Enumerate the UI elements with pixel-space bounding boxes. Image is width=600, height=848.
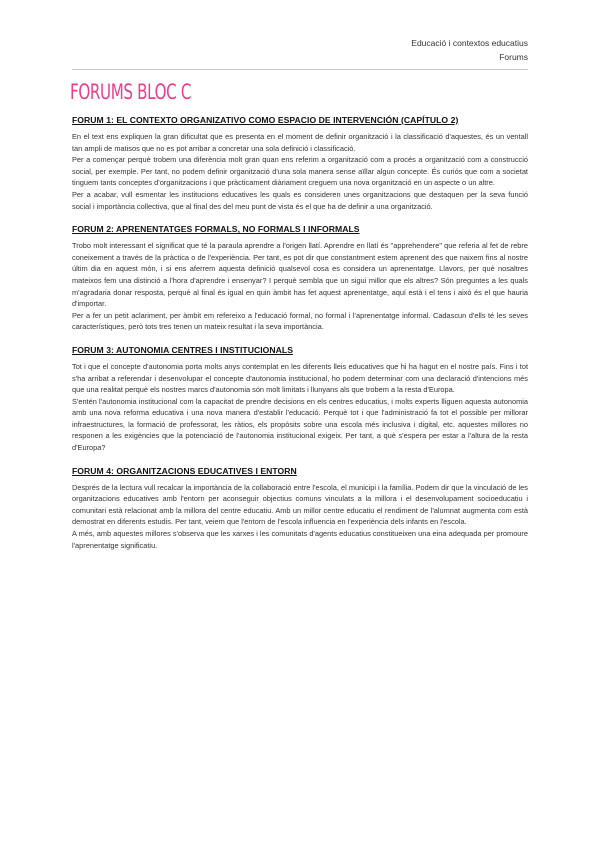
header-section: Forums [499, 52, 528, 62]
paragraph: Després de la lectura vull recalcar la importància de la collaboració entre l'escola, el municipi i la família. Podem dir que la vinculació de les organitzacions educatives amb l'entorn per aconseguir objectius comuns vinculats a la millora i el desenvolupament socioeducatiu i comunitari està relacionat amb la millora del centre educatiu. Amb un millor centre educatiu el rendiment de l'alumnat augmenta com està demostrat en diferents estudis. Per tant, veiem que l'entorn de l'escola influencia en l'experiència dels infants en l'escola. [72, 482, 528, 527]
forum-section-4 [72, 466, 528, 552]
paragraph: Per a acabar, vull esmentar les institucions educatives les quals es consideren unes organitzacions que destaquen per la seva funció social i importància collectiva, que al final des del meu punt de vista és el que ha de definir a una organització. [72, 189, 528, 211]
paragraph: Per a començar perquè trobem una diferència molt gran quan ens referim a organització com a procés a organització com a construcció social, per exemple. Per tant, no podem definir organització d'una sola manera sense aïllar algun concepte. És curiós que com a societat tinguem tants conceptes d'organitzacions i que pràcticament diàriament creguem una nova organització en un aspecte o un altre. [72, 155, 528, 188]
page-header [411, 36, 528, 64]
forum-section-2 [72, 224, 528, 333]
paragraph: A més, amb aquestes millores s'observa que les xarxes i les comunitats d'agents educatius constitueixen una eina adequada per promoure l'aprenentatge significatiu. [72, 529, 528, 550]
paragraph: Trobo molt interessant el significat que té la paraula aprendre a l'origen llatí. Aprendre en llatí és "apprehendere" que referia al fet de rebre coneixement a través de la pràctica o de l'experiència. Per tant, es pot dir que constantment estem aprenent des que naixem fins al nostre últim dia en aquest món, i si ens aferrem aquesta definició qualsevol cosa es considera un aprenentatge. Llavors, per què nosaltres mateixos fem una distinció a l'hora d'aprendre i ensenyar? I perquè sembla que un sigui millor que els altres? Són preguntes a les quals m'agradaria donar resposta, perquè al final és igual en quin àmbit has fet aquest aprenentatge, aquí està i el tens i això és el que hauria d'importar. [72, 241, 528, 309]
section-heading: FORUM 3: AUTONOMIA CENTRES I INSTITUCIONALS [72, 344, 293, 355]
section-heading: FORUM 1: EL CONTEXTO ORGANIZATIVO COMO ESPACIO DE INTERVENCIÓN (CAPÍTULO 2) [72, 115, 459, 125]
paragraph: Per a fer un petit aclariment, per àmbit em refereixo a l'educació formal, no formal i l'aprenentatge informal. Cadascun d'ells té les seves característiques, però tots tres tenen un mateix resultat i la seva importància. [72, 310, 528, 332]
paragraph: S'entén l'autonomia institucional com la capacitat de prendre decisions en els centres educatius, i molts experts lliguen aquesta autonomia amb una nova reforma educativa i una nova manera d'establir l'educació. Perquè tot i que l'administració fa tot el possible per millorar infraestructures, la formació de professorat, les ràtios, els propòsits sobre una escola més inclusiva i digital, etc. aquestes millores no responen a les exigències que la potenciació de l'autonomia institucional exigeix. Per tant, a què s'espera per estar a l'altura de la resta d'Europa? [72, 396, 528, 453]
document-body [72, 115, 528, 563]
header-course: Educació i contextos educatius [411, 38, 528, 48]
paragraph: Tot i que el concepte d'autonomia porta molts anys contemplat en les diferents lleis educatives que hi ha hagut en el nostre país. Fins i tot s'ha arribat a referendar i desenvolupar el concepte d'autonomia institucional, ho podem determinar com una declaració d'intencions més que una realitat perquè els nostres marcs d'autonomia són molt limitats i llunyans als que trobem a la resta d'Europa. [72, 361, 528, 395]
document-title: FORUMS BLOC C [70, 80, 192, 104]
forum-section-3 [72, 345, 528, 454]
header-divider [72, 69, 528, 70]
section-heading: FORUM 2: APRENENTATGES FORMALS, NO FORMALS I INFORMALS [72, 224, 360, 235]
forum-section-1 [72, 115, 528, 212]
section-heading: FORUM 4: ORGANITZACIONS EDUCATIVES I ENTORN [72, 465, 297, 476]
paragraph: En el text ens expliquen la gran dificultat que es presenta en el moment de definir organització i la classificació d'aquestes, és un ventall tan ampli de matisos que no es pot arribar a concretar una sola definició i classificació. [72, 132, 528, 153]
